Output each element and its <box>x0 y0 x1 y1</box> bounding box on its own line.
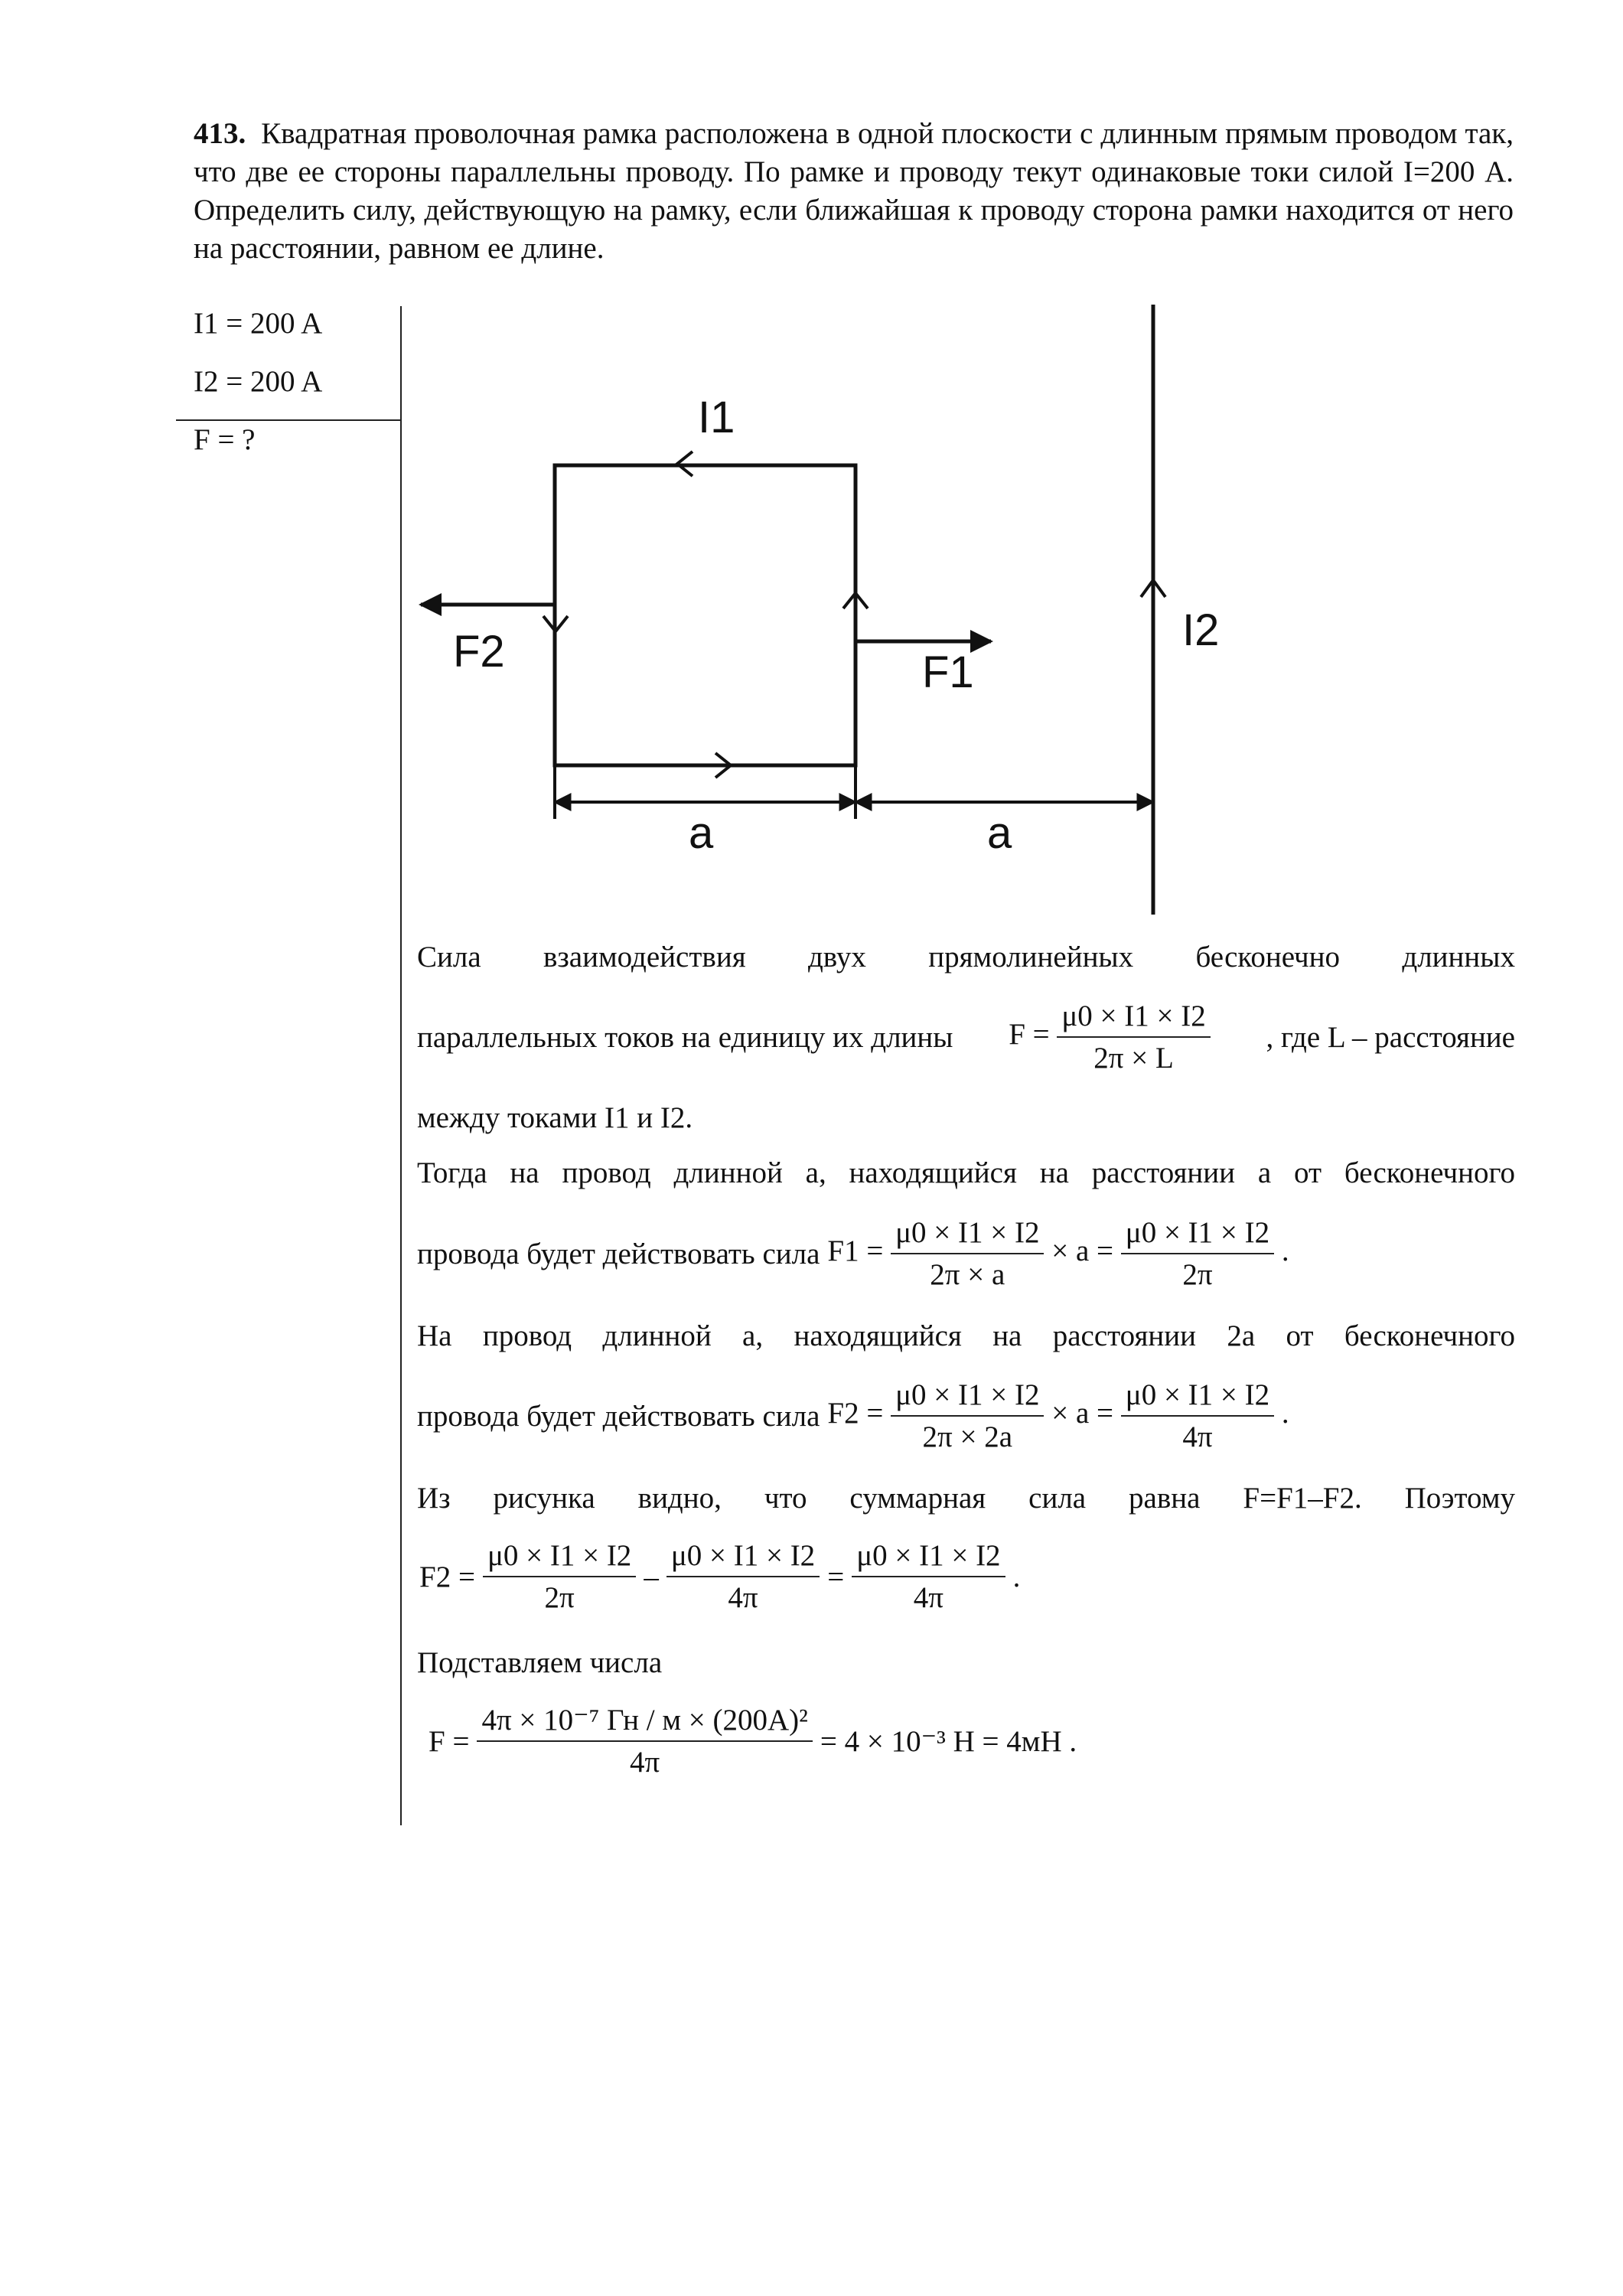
p4-fraction-2 <box>666 1538 820 1615</box>
solution-p2-line2 <box>417 1215 1289 1292</box>
p2-lhs: F1 = <box>827 1234 884 1267</box>
given-i2: I2 = 200 A <box>194 365 323 398</box>
p3-fraction-1 <box>891 1378 1044 1454</box>
solution-p5-line1: Подставляем числа <box>417 1646 663 1679</box>
p3-text-pre: провода будет действовать сила <box>417 1399 820 1433</box>
p2-formula <box>827 1215 1289 1292</box>
p3-lhs: F2 = <box>827 1396 884 1430</box>
p5-lhs: F = <box>429 1724 470 1758</box>
p3-fraction-2 <box>1121 1378 1274 1454</box>
p4-fraction-3 <box>852 1538 1005 1615</box>
p3-num2: μ0 × I1 × I2 <box>1121 1378 1274 1417</box>
p4-op1: – <box>644 1560 659 1593</box>
p4-den3: 4π <box>913 1581 943 1614</box>
solution-p3-line1: На провод длинной а, находящийся на расстоянии 2а от бесконечного <box>417 1319 1515 1352</box>
p5-den: 4π <box>630 1746 660 1779</box>
solution-p2-line1: Тогда на провод длинной а, находящийся на расстоянии а от бесконечного <box>417 1156 1515 1189</box>
p2-mid: × a = <box>1051 1234 1114 1267</box>
label-f1: F1 <box>922 647 974 697</box>
p1-fraction-den: 2π × L <box>1093 1042 1174 1075</box>
label-i2: I2 <box>1182 605 1220 655</box>
p2-text-pre: провода будет действовать сила <box>417 1237 820 1270</box>
p2-fraction-2 <box>1121 1215 1274 1292</box>
p5-formula <box>429 1703 1077 1779</box>
problem-text: Квадратная проволочная рамка расположена в одной плоскости с длинным прямым проводом так, что две ее стороны параллельны проводу. По рамке и проводу текут одинаковые токи силой I=200 А. Определить силу, действующую на рамку, если ближайшая к проводу сторона рамки находится от него на расстоянии, равном ее длине. <box>194 117 1514 265</box>
p2-num1: μ0 × I1 × I2 <box>891 1215 1044 1254</box>
p2-fraction-1 <box>891 1215 1044 1292</box>
label-a-left: a <box>689 808 714 858</box>
p4-num2: μ0 × I1 × I2 <box>666 1538 820 1577</box>
p4-num3: μ0 × I1 × I2 <box>852 1538 1005 1577</box>
p5-rhs: = 4 × 10⁻³ Н = 4мН . <box>820 1724 1077 1758</box>
given-i1: I1 = 200 A <box>194 307 323 340</box>
diagram <box>0 0 1623 964</box>
p3-mid: × a = <box>1051 1396 1114 1430</box>
p2-den1: 2π × a <box>930 1258 1005 1291</box>
p3-den2: 4π <box>1182 1420 1213 1453</box>
label-f2: F2 <box>453 627 505 677</box>
p4-formula <box>419 1538 1020 1615</box>
p1-text-post: , где L – расстояние <box>1266 1020 1515 1054</box>
p5-num: 4π × 10⁻⁷ Гн / м × (200А)² <box>477 1703 812 1742</box>
given-find: F = ? <box>194 423 256 456</box>
p2-end: . <box>1281 1234 1289 1267</box>
p1-text-pre: параллельных токов на единицу их длины <box>417 1020 953 1054</box>
p3-num1: μ0 × I1 × I2 <box>891 1378 1044 1417</box>
p2-den2: 2π <box>1182 1258 1213 1291</box>
p1-formula-lhs: F = <box>1009 1017 1050 1051</box>
problem-number: 413. <box>194 117 246 150</box>
p4-den1: 2π <box>544 1581 575 1614</box>
p5-fraction <box>477 1703 812 1779</box>
solution-p1-line1: Сила взаимодействия двух прямолинейных бесконечно длинных <box>417 941 1515 974</box>
solution-p3-line2 <box>417 1378 1289 1454</box>
p4-fraction-1 <box>483 1538 636 1615</box>
p2-num2: μ0 × I1 × I2 <box>1121 1215 1274 1254</box>
label-i1: I1 <box>698 393 735 442</box>
p4-end: . <box>1012 1560 1021 1593</box>
label-a-right: a <box>987 808 1012 858</box>
p4-num1: μ0 × I1 × I2 <box>483 1538 636 1577</box>
p4-lhs: F2 = <box>419 1560 475 1593</box>
solution-p1-line2 <box>417 999 1515 1075</box>
p1-fraction <box>1057 999 1210 1075</box>
solution-p4-line1: Из рисунка видно, что суммарная сила равна F=F1–F2. Поэтому <box>417 1482 1515 1515</box>
square-frame <box>555 465 855 765</box>
p1-fraction-num: μ0 × I1 × I2 <box>1057 999 1210 1038</box>
p4-den2: 4π <box>728 1581 758 1614</box>
p3-den1: 2π × 2a <box>922 1420 1013 1453</box>
p1-formula <box>1009 999 1211 1075</box>
p3-formula <box>827 1378 1289 1454</box>
p4-op2: = <box>827 1560 845 1593</box>
solution-p1-line3: между токами I1 и I2. <box>417 1101 693 1134</box>
p3-end: . <box>1281 1396 1289 1430</box>
